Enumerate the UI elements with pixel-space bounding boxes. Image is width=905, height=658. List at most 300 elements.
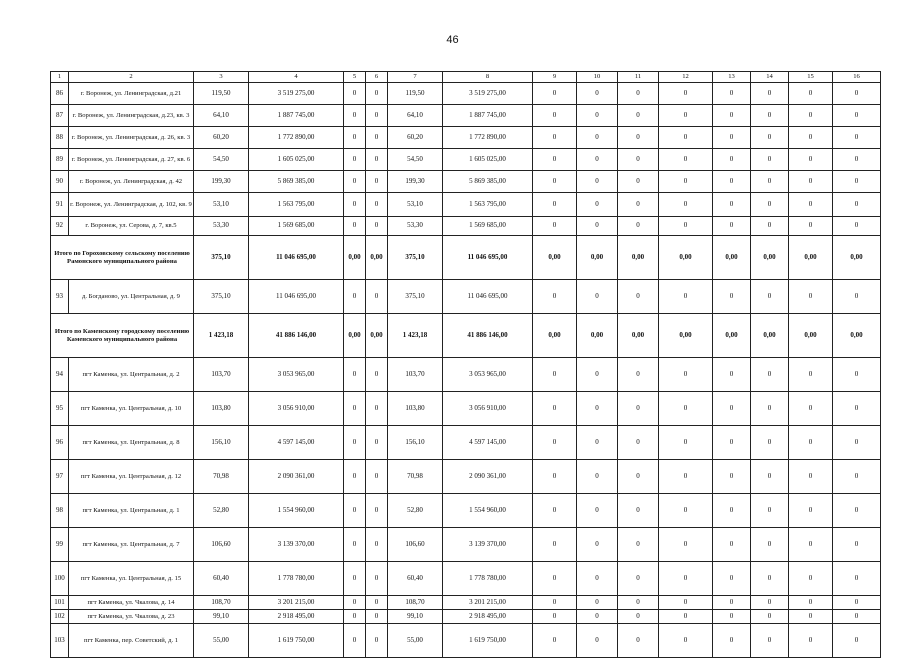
value-cell: 0	[533, 624, 577, 658]
row-number: 88	[51, 127, 69, 149]
value-cell: 0	[789, 127, 833, 149]
value-cell: 0	[789, 624, 833, 658]
value-cell: 0	[789, 460, 833, 494]
value-cell: 0	[533, 610, 577, 624]
header-cell: 1	[51, 72, 69, 83]
value-cell: 0	[833, 217, 881, 236]
value-cell: 0	[618, 83, 659, 105]
value-cell: 0	[833, 171, 881, 193]
value-cell: 0	[751, 105, 789, 127]
value-cell: 0	[833, 528, 881, 562]
value-cell: 0	[344, 280, 366, 314]
value-cell: 0,00	[533, 314, 577, 358]
value-cell: 0	[659, 105, 713, 127]
header-cell: 15	[789, 72, 833, 83]
row-number: 100	[51, 562, 69, 596]
value-cell: 0	[533, 149, 577, 171]
value-cell: 0	[344, 562, 366, 596]
value-cell: 0	[751, 624, 789, 658]
value-cell: 0	[533, 171, 577, 193]
value-cell: 103,70	[388, 358, 443, 392]
value-cell: 0	[833, 392, 881, 426]
value-cell: 0	[789, 171, 833, 193]
address-cell: пгт Каменка, ул. Центральная, д. 8	[69, 426, 194, 460]
value-cell: 0	[344, 171, 366, 193]
value-cell: 52,80	[388, 494, 443, 528]
value-cell: 1 605 025,00	[443, 149, 533, 171]
value-cell: 0	[713, 358, 751, 392]
table-row	[51, 392, 881, 426]
value-cell: 0,00	[577, 236, 618, 280]
value-cell: 103,80	[388, 392, 443, 426]
value-cell: 0	[751, 392, 789, 426]
address-cell: г. Воронеж, ул. Ленинградская, д.21	[69, 83, 194, 105]
value-cell: 0	[344, 528, 366, 562]
value-cell: 0	[789, 494, 833, 528]
value-cell: 0	[533, 127, 577, 149]
value-cell: 41 886 146,00	[249, 314, 344, 358]
value-cell: 0	[577, 217, 618, 236]
address-cell: г. Воронеж, ул. Ленинградская, д. 26, кв. 3	[69, 127, 194, 149]
address-cell: пгт Каменка, ул. Чкалова, д. 14	[69, 596, 194, 610]
value-cell: 3 139 370,00	[249, 528, 344, 562]
address-cell: г. Воронеж, ул. Серова, д. 7, кв.5	[69, 217, 194, 236]
table-body	[51, 72, 881, 658]
value-cell: 0	[789, 193, 833, 217]
header-cell: 2	[69, 72, 194, 83]
value-cell: 0,00	[618, 236, 659, 280]
value-cell: 2 918 495,00	[443, 610, 533, 624]
value-cell: 0	[366, 624, 388, 658]
value-cell: 1 423,18	[388, 314, 443, 358]
value-cell: 0	[659, 358, 713, 392]
value-cell: 0,00	[366, 236, 388, 280]
value-cell: 375,10	[388, 280, 443, 314]
table-row	[51, 610, 881, 624]
value-cell: 0,00	[577, 314, 618, 358]
row-number: 90	[51, 171, 69, 193]
row-number: 98	[51, 494, 69, 528]
value-cell: 0	[713, 596, 751, 610]
value-cell: 0	[713, 624, 751, 658]
value-cell: 106,60	[194, 528, 249, 562]
table-row	[51, 426, 881, 460]
row-number: 91	[51, 193, 69, 217]
address-cell: д. Богданово, ул. Центральная, д. 9	[69, 280, 194, 314]
value-cell: 0	[533, 494, 577, 528]
value-cell: 0	[366, 610, 388, 624]
value-cell: 0	[577, 624, 618, 658]
value-cell: 0	[618, 460, 659, 494]
value-cell: 0	[713, 127, 751, 149]
value-cell: 0,00	[713, 314, 751, 358]
value-cell: 0	[751, 610, 789, 624]
value-cell: 0	[789, 610, 833, 624]
value-cell: 0	[713, 149, 751, 171]
value-cell: 0	[659, 171, 713, 193]
value-cell: 11 046 695,00	[249, 236, 344, 280]
value-cell: 0	[618, 171, 659, 193]
value-cell: 0	[344, 193, 366, 217]
value-cell: 0	[618, 193, 659, 217]
value-cell: 41 886 146,00	[443, 314, 533, 358]
value-cell: 0	[344, 460, 366, 494]
header-cell: 10	[577, 72, 618, 83]
address-cell: г. Воронеж, ул. Ленинградская, д. 27, кв. 6	[69, 149, 194, 171]
value-cell: 0	[577, 193, 618, 217]
value-cell: 0	[751, 562, 789, 596]
value-cell: 2 090 361,00	[443, 460, 533, 494]
value-cell: 0	[751, 358, 789, 392]
value-cell: 0	[789, 528, 833, 562]
value-cell: 0	[577, 392, 618, 426]
row-number: 86	[51, 83, 69, 105]
value-cell: 0	[833, 149, 881, 171]
value-cell: 0,00	[344, 236, 366, 280]
row-number: 103	[51, 624, 69, 658]
value-cell: 0	[789, 149, 833, 171]
value-cell: 0	[833, 127, 881, 149]
value-cell: 0	[713, 528, 751, 562]
value-cell: 0	[659, 193, 713, 217]
value-cell: 3 201 215,00	[443, 596, 533, 610]
value-cell: 0	[533, 280, 577, 314]
value-cell: 199,30	[388, 171, 443, 193]
value-cell: 0	[789, 217, 833, 236]
table-row	[51, 358, 881, 392]
table-row	[51, 105, 881, 127]
value-cell: 0	[577, 83, 618, 105]
value-cell: 0,00	[659, 236, 713, 280]
value-cell: 2 918 495,00	[249, 610, 344, 624]
value-cell: 0,00	[366, 314, 388, 358]
value-cell: 0	[659, 624, 713, 658]
value-cell: 0	[713, 392, 751, 426]
value-cell: 0	[618, 217, 659, 236]
value-cell: 0	[659, 149, 713, 171]
value-cell: 0	[577, 596, 618, 610]
value-cell: 0	[789, 280, 833, 314]
value-cell: 0	[659, 460, 713, 494]
header-cell: 13	[713, 72, 751, 83]
address-cell: г. Воронеж, ул. Ленинградская, д. 102, кв. 9	[69, 193, 194, 217]
address-cell: пгт Каменка, ул. Центральная, д. 7	[69, 528, 194, 562]
value-cell: 0	[366, 528, 388, 562]
value-cell: 1 554 960,00	[443, 494, 533, 528]
table-row	[51, 460, 881, 494]
value-cell: 0	[577, 494, 618, 528]
address-cell: пгт Каменка, ул. Центральная, д. 2	[69, 358, 194, 392]
value-cell: 4 597 145,00	[443, 426, 533, 460]
value-cell: 3 056 910,00	[443, 392, 533, 426]
value-cell: 108,70	[388, 596, 443, 610]
value-cell: 0	[366, 358, 388, 392]
value-cell: 54,50	[388, 149, 443, 171]
value-cell: 0	[833, 494, 881, 528]
value-cell: 0	[533, 562, 577, 596]
value-cell: 0	[789, 358, 833, 392]
value-cell: 0	[833, 562, 881, 596]
value-cell: 0	[344, 127, 366, 149]
row-number: 92	[51, 217, 69, 236]
value-cell: 0	[577, 562, 618, 596]
value-cell: 0	[713, 610, 751, 624]
value-cell: 0	[618, 610, 659, 624]
row-number: 94	[51, 358, 69, 392]
value-cell: 103,70	[194, 358, 249, 392]
value-cell: 0	[618, 624, 659, 658]
value-cell: 0	[751, 494, 789, 528]
value-cell: 5 869 385,00	[443, 171, 533, 193]
value-cell: 0	[344, 494, 366, 528]
value-cell: 0	[618, 280, 659, 314]
value-cell: 0	[366, 392, 388, 426]
table-row	[51, 596, 881, 610]
value-cell: 0	[577, 105, 618, 127]
value-cell: 0	[618, 149, 659, 171]
value-cell: 0	[577, 171, 618, 193]
header-cell: 3	[194, 72, 249, 83]
table-row	[51, 193, 881, 217]
value-cell: 0	[713, 83, 751, 105]
value-cell: 0	[533, 358, 577, 392]
table-row	[51, 149, 881, 171]
value-cell: 53,10	[388, 193, 443, 217]
value-cell: 0	[366, 426, 388, 460]
value-cell: 0	[713, 171, 751, 193]
value-cell: 60,40	[388, 562, 443, 596]
value-cell: 0	[713, 562, 751, 596]
value-cell: 0	[366, 494, 388, 528]
value-cell: 99,10	[388, 610, 443, 624]
value-cell: 0	[833, 596, 881, 610]
value-cell: 0	[618, 105, 659, 127]
value-cell: 11 046 695,00	[249, 280, 344, 314]
value-cell: 0	[344, 149, 366, 171]
header-row	[51, 72, 881, 83]
value-cell: 0	[344, 358, 366, 392]
value-cell: 0	[533, 460, 577, 494]
value-cell: 0	[659, 426, 713, 460]
value-cell: 1 887 745,00	[443, 105, 533, 127]
value-cell: 0,00	[533, 236, 577, 280]
value-cell: 0	[366, 149, 388, 171]
value-cell: 0	[533, 596, 577, 610]
value-cell: 0	[659, 610, 713, 624]
value-cell: 0	[577, 460, 618, 494]
value-cell: 0	[751, 426, 789, 460]
value-cell: 70,98	[388, 460, 443, 494]
value-cell: 0	[366, 193, 388, 217]
value-cell: 0	[344, 105, 366, 127]
value-cell: 0	[659, 217, 713, 236]
value-cell: 0	[533, 105, 577, 127]
value-cell: 119,50	[194, 83, 249, 105]
value-cell: 1 563 795,00	[443, 193, 533, 217]
value-cell: 0	[789, 105, 833, 127]
value-cell: 0	[713, 426, 751, 460]
value-cell: 0	[366, 460, 388, 494]
value-cell: 375,10	[388, 236, 443, 280]
value-cell: 55,00	[388, 624, 443, 658]
value-cell: 119,50	[388, 83, 443, 105]
row-number: 96	[51, 426, 69, 460]
value-cell: 0	[577, 149, 618, 171]
subtotal-row	[51, 314, 881, 358]
value-cell: 0	[618, 127, 659, 149]
value-cell: 1 423,18	[194, 314, 249, 358]
value-cell: 0	[366, 280, 388, 314]
value-cell: 0	[659, 83, 713, 105]
value-cell: 0	[751, 127, 789, 149]
value-cell: 0	[659, 494, 713, 528]
value-cell: 0	[366, 562, 388, 596]
address-cell: пгт Каменка, ул. Центральная, д. 10	[69, 392, 194, 426]
value-cell: 0	[833, 83, 881, 105]
value-cell: 1 778 780,00	[443, 562, 533, 596]
header-cell: 11	[618, 72, 659, 83]
row-number: 89	[51, 149, 69, 171]
subtotal-label: Итого по Гороховскому сельскому поселению Рамонского муниципального района	[51, 236, 194, 280]
value-cell: 199,30	[194, 171, 249, 193]
value-cell: 0	[789, 83, 833, 105]
value-cell: 0	[577, 358, 618, 392]
value-cell: 0	[618, 596, 659, 610]
value-cell: 54,50	[194, 149, 249, 171]
value-cell: 1 569 685,00	[443, 217, 533, 236]
value-cell: 0	[833, 610, 881, 624]
table-row	[51, 562, 881, 596]
value-cell: 3 519 275,00	[249, 83, 344, 105]
subtotal-row	[51, 236, 881, 280]
value-cell: 0	[533, 83, 577, 105]
row-number: 97	[51, 460, 69, 494]
value-cell: 0	[366, 105, 388, 127]
value-cell: 0	[751, 83, 789, 105]
value-cell: 0	[713, 494, 751, 528]
value-cell: 2 090 361,00	[249, 460, 344, 494]
value-cell: 64,10	[194, 105, 249, 127]
header-cell: 4	[249, 72, 344, 83]
value-cell: 0	[344, 392, 366, 426]
value-cell: 0	[366, 83, 388, 105]
value-cell: 0	[751, 280, 789, 314]
value-cell: 0	[713, 280, 751, 314]
value-cell: 52,80	[194, 494, 249, 528]
address-cell: г. Воронеж, ул. Ленинградская, д. 42	[69, 171, 194, 193]
value-cell: 0	[751, 528, 789, 562]
value-cell: 5 869 385,00	[249, 171, 344, 193]
value-cell: 0,00	[789, 314, 833, 358]
value-cell: 60,20	[194, 127, 249, 149]
row-number: 95	[51, 392, 69, 426]
value-cell: 0	[789, 562, 833, 596]
value-cell: 106,60	[388, 528, 443, 562]
value-cell: 1 887 745,00	[249, 105, 344, 127]
value-cell: 0	[713, 460, 751, 494]
value-cell: 0	[713, 217, 751, 236]
value-cell: 1 554 960,00	[249, 494, 344, 528]
row-number: 101	[51, 596, 69, 610]
header-cell: 16	[833, 72, 881, 83]
table-row	[51, 494, 881, 528]
value-cell: 0	[533, 528, 577, 562]
address-cell: пгт Каменка, ул. Центральная, д. 12	[69, 460, 194, 494]
value-cell: 0	[751, 193, 789, 217]
row-number: 87	[51, 105, 69, 127]
value-cell: 103,80	[194, 392, 249, 426]
header-cell: 6	[366, 72, 388, 83]
value-cell: 1 778 780,00	[249, 562, 344, 596]
value-cell: 0	[577, 610, 618, 624]
value-cell: 0	[577, 426, 618, 460]
value-cell: 0,00	[713, 236, 751, 280]
value-cell: 99,10	[194, 610, 249, 624]
table-row	[51, 217, 881, 236]
value-cell: 4 597 145,00	[249, 426, 344, 460]
value-cell: 0	[833, 460, 881, 494]
value-cell: 64,10	[388, 105, 443, 127]
row-number: 93	[51, 280, 69, 314]
value-cell: 0	[618, 528, 659, 562]
value-cell: 1 772 890,00	[249, 127, 344, 149]
value-cell: 0	[789, 596, 833, 610]
value-cell: 0	[577, 280, 618, 314]
value-cell: 0	[344, 624, 366, 658]
value-cell: 0	[533, 392, 577, 426]
value-cell: 0,00	[751, 314, 789, 358]
value-cell: 0,00	[659, 314, 713, 358]
table-row	[51, 83, 881, 105]
value-cell: 3 056 910,00	[249, 392, 344, 426]
value-cell: 0	[533, 193, 577, 217]
value-cell: 0	[659, 562, 713, 596]
value-cell: 0	[344, 426, 366, 460]
value-cell: 3 053 965,00	[249, 358, 344, 392]
value-cell: 0	[659, 280, 713, 314]
value-cell: 0,00	[833, 314, 881, 358]
table-row	[51, 127, 881, 149]
value-cell: 0	[751, 217, 789, 236]
value-cell: 0	[751, 149, 789, 171]
address-cell: пгт Каменка, ул. Центральная, д. 1	[69, 494, 194, 528]
table-row	[51, 624, 881, 658]
value-cell: 3 519 275,00	[443, 83, 533, 105]
value-cell: 60,40	[194, 562, 249, 596]
value-cell: 11 046 695,00	[443, 280, 533, 314]
value-cell: 375,10	[194, 236, 249, 280]
value-cell: 0	[789, 392, 833, 426]
value-cell: 0	[713, 193, 751, 217]
value-cell: 0	[366, 596, 388, 610]
value-cell: 0	[577, 127, 618, 149]
header-cell: 9	[533, 72, 577, 83]
address-cell: г. Воронеж, ул. Ленинградская, д.23, кв. 3	[69, 105, 194, 127]
value-cell: 156,10	[194, 426, 249, 460]
value-cell: 0	[659, 528, 713, 562]
value-cell: 0	[344, 596, 366, 610]
value-cell: 0	[618, 562, 659, 596]
value-cell: 1 772 890,00	[443, 127, 533, 149]
value-cell: 0	[618, 494, 659, 528]
value-cell: 375,10	[194, 280, 249, 314]
value-cell: 0	[751, 171, 789, 193]
value-cell: 0	[533, 426, 577, 460]
subtotal-label: Итого по Каменскому городскому поселению Каменского муниципального района	[51, 314, 194, 358]
value-cell: 0	[344, 610, 366, 624]
value-cell: 55,00	[194, 624, 249, 658]
value-cell: 0,00	[789, 236, 833, 280]
